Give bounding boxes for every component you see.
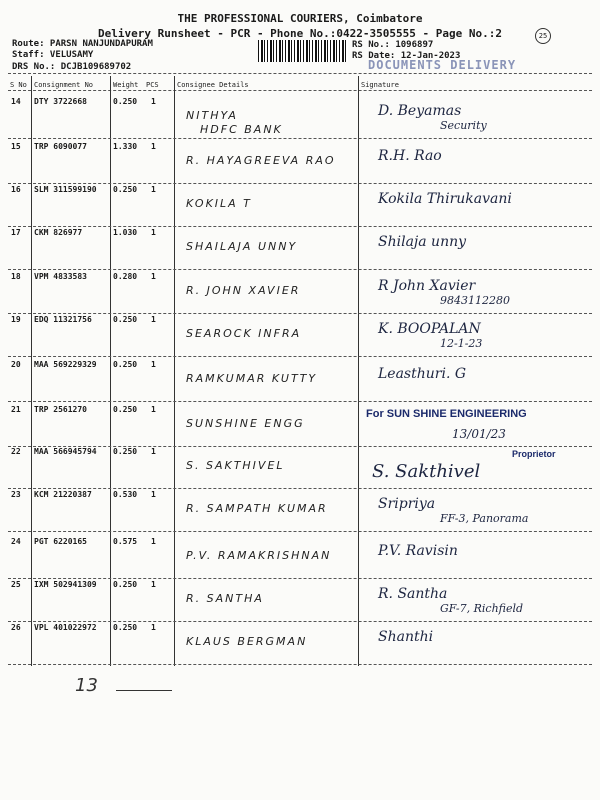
row-sno: 22 xyxy=(11,447,21,456)
row-sno: 20 xyxy=(11,360,21,369)
row-sno: 23 xyxy=(11,490,21,499)
route-label: Route: PARSN NANJUNDAPURAM xyxy=(12,39,153,49)
row-consignee: NITHYA xyxy=(186,109,238,122)
row-sno: 15 xyxy=(11,142,21,151)
row-consignee: R. JOHN XAVIER xyxy=(186,284,301,297)
row-consignee: KOKILA T xyxy=(186,197,252,210)
row-consignee: R. SAMPATH KUMAR xyxy=(186,502,328,515)
row-consignee: R. HAYAGREEVA RAO xyxy=(186,154,336,167)
row-signature: S. Sakthivel xyxy=(372,461,481,482)
row-signature: Leasthuri. G xyxy=(378,366,467,382)
row-signature-line2: 12-1-23 xyxy=(440,337,483,350)
row-consignment: IXM 502941309 xyxy=(34,580,97,589)
row-signature: P.V. Ravisin xyxy=(378,543,458,559)
row-divider xyxy=(8,356,592,357)
row-weight: 0.250 xyxy=(113,315,138,324)
row-sno: 24 xyxy=(11,537,21,546)
row-signature: R John Xavier xyxy=(378,278,476,294)
row-consignment: VPM 4833583 xyxy=(34,272,87,281)
row-sno: 14 xyxy=(11,97,21,106)
row-signature: R. Santha xyxy=(378,586,448,602)
col-consignment: Consignment No xyxy=(34,81,94,89)
row-consignee: KLAUS BERGMAN xyxy=(186,635,308,648)
row-weight: 0.250 xyxy=(113,580,138,589)
row-divider xyxy=(8,488,592,489)
row-consignee: SHAILAJA UNNY xyxy=(186,240,298,253)
row-pcs: 1 xyxy=(151,447,156,456)
row-signature: For SUN SHINE ENGINEERING xyxy=(366,408,527,420)
row-sno: 19 xyxy=(11,315,21,324)
row-pcs: 1 xyxy=(151,537,156,546)
row-weight: 0.250 xyxy=(113,623,138,632)
row-consignee: R. SANTHA xyxy=(186,592,264,605)
row-divider xyxy=(8,531,592,532)
total-underline xyxy=(116,690,172,691)
sheet-subtitle: Delivery Runsheet - PCR - Phone No.:0422-3505555 - Page No.:2 xyxy=(98,27,502,40)
row-signature-line2: GF-7, Richfield xyxy=(440,602,524,615)
page-circle-mark: 25 xyxy=(535,28,551,44)
drs-number: DRS No.: DCJB109689702 xyxy=(12,62,132,72)
row-weight: 0.250 xyxy=(113,360,138,369)
row-sno: 26 xyxy=(11,623,21,632)
rs-date: RS Date: 12-Jan-2023 xyxy=(352,51,461,61)
row-sno: 25 xyxy=(11,580,21,589)
row-pcs: 1 xyxy=(151,580,156,589)
divider xyxy=(8,73,592,74)
row-signature-line2: Security xyxy=(440,119,487,132)
row-signature-line2: 13/01/23 xyxy=(452,427,506,441)
row-divider xyxy=(8,313,592,314)
col-signature: Signature xyxy=(361,81,399,89)
documents-delivery-stamp: DOCUMENTS DELIVERY xyxy=(368,58,517,72)
row-signature: Shanthi xyxy=(378,629,434,645)
col-pcs: PCS xyxy=(146,81,159,89)
row-weight: 0.280 xyxy=(113,272,138,281)
row-consignee: SEAROCK INFRA xyxy=(186,327,302,340)
row-pcs: 1 xyxy=(151,490,156,499)
row-divider xyxy=(8,226,592,227)
col-sno: S No xyxy=(10,81,27,89)
row-weight: 0.530 xyxy=(113,490,138,499)
row-sno: 21 xyxy=(11,405,21,414)
row-signature: Shilaja unny xyxy=(378,234,467,250)
row-consignee: S. SAKTHIVEL xyxy=(186,459,285,472)
row-divider xyxy=(8,664,592,665)
row-weight: 1.330 xyxy=(113,142,138,151)
row-consignment: EDQ 11321756 xyxy=(34,315,92,324)
row-weight: 0.575 xyxy=(113,537,138,546)
row-consignment: TRP 2561270 xyxy=(34,405,87,414)
row-divider xyxy=(8,138,592,139)
row-signature: Sripriya xyxy=(378,496,436,512)
row-weight: 0.250 xyxy=(113,405,138,414)
row-signature-line2: FF-3, Panorama xyxy=(440,512,529,525)
row-consignment: TRP 6090077 xyxy=(34,142,87,151)
row-pcs: 1 xyxy=(151,185,156,194)
col-consignee: Consignee Details xyxy=(177,81,249,89)
row-signature: Kokila Thirukavani xyxy=(378,191,512,207)
row-pcs: 1 xyxy=(151,97,156,106)
row-consignee: P.V. RAMAKRISHNAN xyxy=(186,549,332,562)
row-divider xyxy=(8,621,592,622)
row-consignment: VPL 401022972 xyxy=(34,623,97,632)
row-divider xyxy=(8,269,592,270)
row-sno: 18 xyxy=(11,272,21,281)
row-signature: R.H. Rao xyxy=(378,148,442,164)
row-divider xyxy=(8,401,592,402)
row-consignment: MAA 566945794 xyxy=(34,447,97,456)
row-sno: 17 xyxy=(11,228,21,237)
row-signature: D. Beyamas xyxy=(378,103,462,119)
row-signature-line2: Proprietor xyxy=(512,449,556,459)
row-consignment: DTY 3722668 xyxy=(34,97,87,106)
row-signature-line2: 9843112280 xyxy=(440,294,510,307)
row-pcs: 1 xyxy=(151,142,156,151)
row-pcs: 1 xyxy=(151,272,156,281)
row-consignment: PGT 6220165 xyxy=(34,537,87,546)
row-pcs: 1 xyxy=(151,623,156,632)
row-divider xyxy=(8,183,592,184)
row-sno: 16 xyxy=(11,185,21,194)
divider xyxy=(8,90,592,91)
row-weight: 0.250 xyxy=(113,97,138,106)
sheet-title: THE PROFESSIONAL COURIERS, Coimbatore xyxy=(177,12,423,25)
row-consignee-line2: HDFC BANK xyxy=(200,123,283,136)
row-signature: K. BOOPALAN xyxy=(378,321,481,337)
row-weight: 0.250 xyxy=(113,447,138,456)
row-consignee: RAMKUMAR KUTTY xyxy=(186,372,318,385)
row-pcs: 1 xyxy=(151,360,156,369)
row-consignment: KCM 21220387 xyxy=(34,490,92,499)
col-weight: Weight xyxy=(113,81,139,89)
row-weight: 1.030 xyxy=(113,228,138,237)
staff-label: Staff: VELUSAMY xyxy=(12,50,94,60)
row-weight: 0.250 xyxy=(113,185,138,194)
row-pcs: 1 xyxy=(151,405,156,414)
row-pcs: 1 xyxy=(151,315,156,324)
total-count: 13 xyxy=(75,675,98,696)
row-consignment: MAA 569229329 xyxy=(34,360,97,369)
row-consignment: SLM 311599190 xyxy=(34,185,97,194)
row-consignment: CKM 826977 xyxy=(34,228,83,237)
barcode-icon xyxy=(258,40,348,62)
row-consignee: SUNSHINE ENGG xyxy=(186,417,305,430)
row-divider xyxy=(8,578,592,579)
rs-number: RS No.: 1096897 xyxy=(352,40,434,50)
row-pcs: 1 xyxy=(151,228,156,237)
